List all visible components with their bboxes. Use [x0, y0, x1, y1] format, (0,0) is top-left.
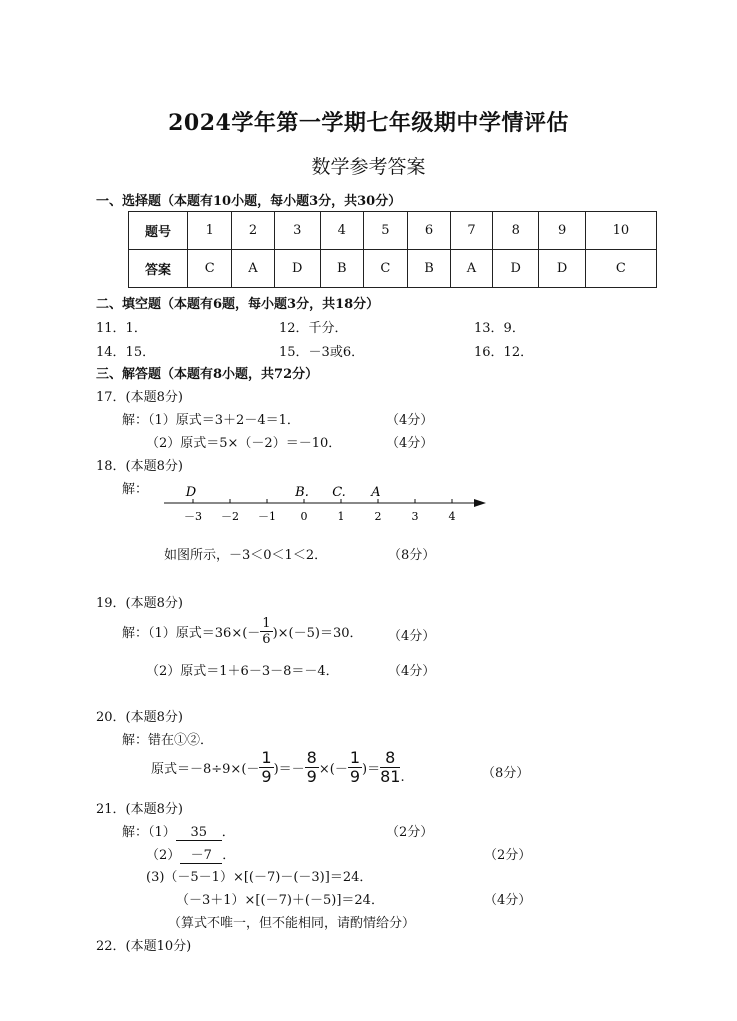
q18-score: （8分） — [388, 548, 436, 563]
fraction-denominator: 9 — [306, 767, 317, 786]
answer-cell: A — [450, 250, 492, 288]
question-number: 3 — [274, 212, 320, 250]
fill-answer-11: 11．1． — [96, 321, 147, 336]
q20-line2-e: . — [400, 770, 405, 785]
answer-cell: D — [539, 250, 585, 288]
answer-cell: C — [188, 250, 232, 288]
question-number: 9 — [539, 212, 585, 250]
point-label: A — [371, 485, 381, 500]
fraction-numerator: 1 — [261, 748, 272, 767]
q17-score2: （4分） — [386, 436, 434, 451]
fraction-denominator: 81 — [380, 767, 401, 786]
q17-line1: 解：（1）原式＝3＋2－4＝1． — [122, 413, 300, 428]
q19-label: 19．(本题8分) — [96, 596, 183, 611]
q20-score: （8分） — [482, 766, 530, 781]
q19-line2: （2）原式＝1＋6－3－8＝－4． — [146, 664, 339, 679]
answer-cell: B — [408, 250, 451, 288]
fraction — [260, 617, 272, 646]
q21-line3: (3)（－5－1）×[(－7)－(－3)]＝24． — [146, 870, 373, 885]
q19-score2: （4分） — [388, 664, 436, 679]
fraction-denominator: 9 — [349, 767, 361, 786]
q18-jie: 解： — [122, 482, 149, 497]
q19-line1-post: )×(－5)＝30． — [272, 626, 363, 641]
q17-line2: （2）原式＝5×（－2）＝－10． — [146, 436, 342, 451]
question-number: 1 — [188, 212, 232, 250]
fill-answer-13: 13．9． — [474, 321, 525, 336]
question-number: 7 — [450, 212, 492, 250]
fill-answer-14: 14．15． — [96, 345, 156, 360]
q21-line1 — [122, 821, 235, 841]
q19-line1 — [122, 617, 362, 646]
q19-line1-pre: 解：（1）原式＝36×(－ — [122, 626, 261, 641]
fraction — [259, 750, 273, 785]
answer-cell: B — [320, 250, 363, 288]
fill-answer-16: 16．12． — [474, 345, 534, 360]
q20-label: 20．(本题8分) — [96, 710, 183, 725]
question-number: 6 — [408, 212, 451, 250]
answer-cell: D — [274, 250, 320, 288]
tick-label: 0 — [300, 510, 308, 523]
q19-score1: （4分） — [388, 629, 436, 644]
fill-answer-15: 15．－3或6． — [279, 345, 365, 360]
answer-blank: 35 — [176, 825, 222, 841]
q20-line2-b: )＝－ — [273, 762, 305, 777]
q21-score2: （2分） — [484, 848, 532, 863]
document-title: 2024学年第一学期七年级期中学情评估 — [168, 110, 569, 136]
q20-line1: 解：错在①②． — [122, 733, 214, 748]
q20-line2-a: 原式＝－8÷9×(－ — [151, 762, 260, 777]
q21-line4: （－3＋1）×[(－7)＋(－5)]＝24． — [176, 893, 384, 908]
point-label: B. — [295, 485, 309, 500]
answer-blank: －7 — [180, 844, 222, 864]
fraction — [380, 750, 400, 785]
question-number: 4 — [320, 212, 363, 250]
fraction-numerator: 1 — [349, 748, 361, 767]
question-number: 2 — [232, 212, 274, 250]
q18-conclusion: 如图所示，－3＜0＜1＜2． — [164, 548, 328, 563]
q20-line2 — [151, 750, 405, 785]
tick-label: －2 — [221, 510, 239, 523]
tick-label: 1 — [337, 510, 345, 523]
fraction-numerator: 8 — [306, 748, 317, 767]
table-row — [129, 250, 657, 288]
tick-label: 3 — [411, 510, 419, 523]
fraction-numerator: 1 — [262, 616, 271, 631]
q22-label: 22．(本题10分) — [96, 939, 192, 954]
fraction-denominator: 6 — [262, 632, 271, 647]
q21-note: （算式不唯一，但不能相同，请酌情给分） — [168, 916, 416, 931]
question-number: 5 — [363, 212, 407, 250]
row-label-answer: 答案 — [129, 250, 188, 288]
table-row — [129, 212, 657, 250]
tick-label: 4 — [448, 510, 456, 523]
fraction-denominator: 9 — [261, 767, 272, 786]
number-line — [150, 478, 500, 528]
fraction — [305, 750, 319, 785]
question-number: 10 — [585, 212, 656, 250]
tick-label: －1 — [258, 510, 276, 523]
fill-answer-12: 12．千分． — [279, 321, 348, 336]
document-subtitle: 数学参考答案 — [311, 156, 426, 178]
q17-score1: （4分） — [386, 413, 434, 428]
q21-line2-post: ． — [222, 848, 236, 863]
q20-line2-d: )＝ — [362, 762, 381, 777]
q21-score4: （4分） — [484, 893, 532, 908]
section-heading-fill: 二、填空题（本题有6题，每小题3分，共18分） — [96, 297, 380, 312]
answer-cell: C — [363, 250, 407, 288]
q21-label: 21．(本题8分) — [96, 802, 183, 817]
answer-cell: A — [232, 250, 274, 288]
answer-cell: D — [493, 250, 539, 288]
question-number: 8 — [493, 212, 539, 250]
q20-line2-c: ×(－ — [318, 762, 348, 777]
point-label: C. — [332, 485, 346, 500]
q21-score1: （2分） — [386, 825, 434, 840]
fraction — [348, 750, 362, 785]
fraction-numerator: 8 — [380, 750, 400, 768]
q21-line1-post: ． — [221, 825, 235, 840]
answer-table — [128, 211, 657, 288]
arrow-right-icon — [474, 499, 486, 507]
q21-line2 — [146, 844, 235, 864]
q18-label: 18．(本题8分) — [96, 459, 183, 474]
q21-line1-pre: 解：（1） — [122, 825, 176, 840]
tick-label: －3 — [184, 510, 202, 523]
tick-label: 2 — [374, 510, 382, 523]
point-label: D — [185, 485, 197, 500]
q17-label: 17．(本题8分) — [96, 390, 183, 405]
section-heading-choice: 一、选择题（本题有10小题，每小题3分，共30分） — [96, 194, 402, 209]
answer-cell: C — [585, 250, 656, 288]
q21-line2-pre: （2） — [146, 848, 181, 863]
section-heading-solve: 三、解答题（本题有8小题，共72分） — [96, 367, 319, 382]
row-label-number: 题号 — [129, 212, 188, 250]
